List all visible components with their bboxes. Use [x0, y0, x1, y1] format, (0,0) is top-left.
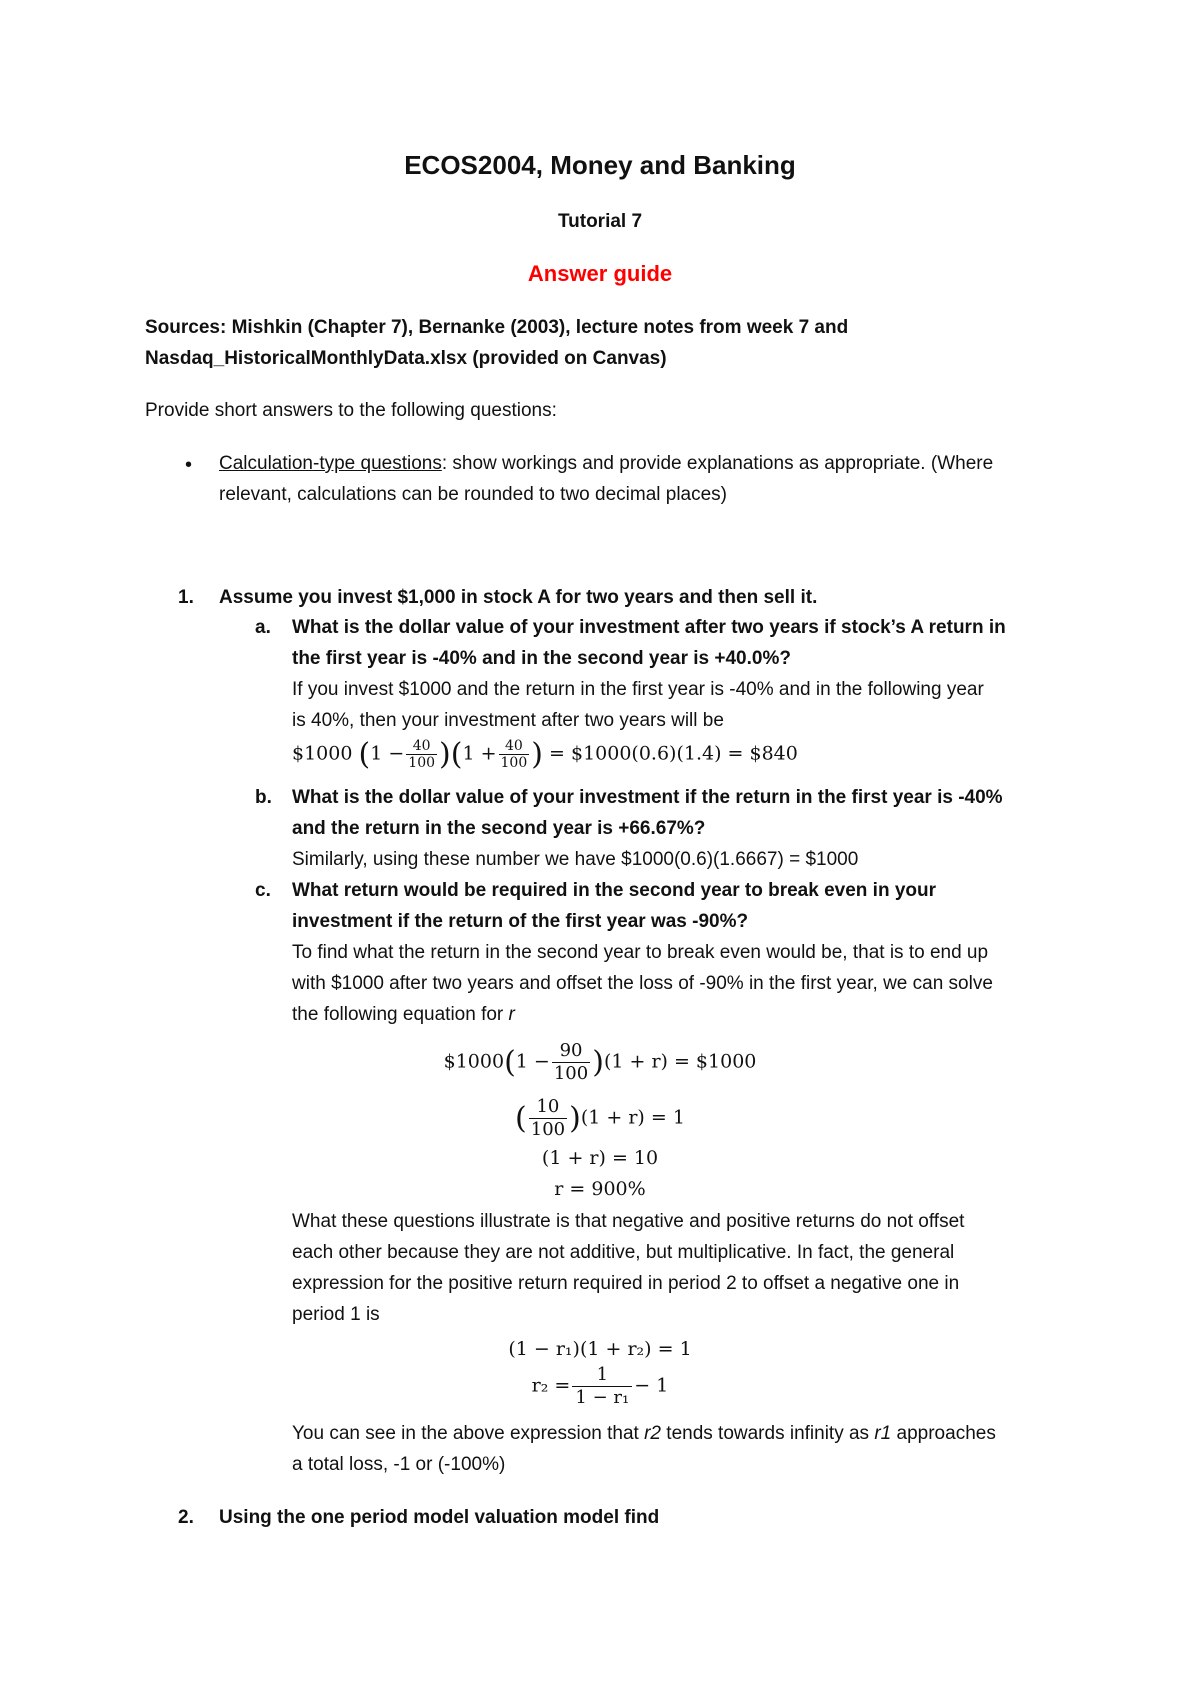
eq-a-fraction-2: $\frac{40}{100}$: [500, 738, 528, 771]
equation-c-6: r₂ = $\frac{1}{\text{1 − r₁}}$ − 1: [531, 1364, 669, 1408]
sources-line-1: Sources: Mishkin (Chapter 7), Bernanke (2003), lecture notes from week 7 and: [145, 317, 849, 338]
intro-text: Provide short answers to the following questions:: [145, 400, 557, 421]
bullet-icon: •: [185, 454, 193, 476]
answer-a-line-2: is 40%, then your investment after two years will be: [292, 710, 724, 731]
bullet-label: Calculation-type questions: [219, 453, 442, 474]
question-1-text: Assume you invest $1,000 in stock A for two years and then sell it.: [219, 587, 818, 608]
variable-r: r: [508, 1004, 515, 1025]
eq-a-fraction-1: $\frac{40}{100}$: [408, 738, 436, 771]
subquestion-a: [292, 612, 1082, 771]
question-2-text: Using the one period model valuation model find: [219, 1507, 660, 1528]
answer-c-line-2: with $1000 after two years and offset the loss of -90% in the first year, we can solve: [292, 973, 993, 994]
final-line-2: a total loss, -1 or (-100%): [292, 1454, 506, 1475]
document-title: ECOS2004, Money and Banking: [404, 150, 796, 180]
subquestion-a-line-2: the first year is -40% and in the second year is +40.0%?: [292, 648, 791, 669]
subquestion-c-letter: c.: [255, 880, 271, 901]
final-line-1: You can see in the above expression that r2 tends towards infinity as r1 approaches: [292, 1423, 996, 1444]
equation-c-4: r = 900%: [554, 1178, 646, 1200]
equation-c-5: (1 − r₁)(1 + r₂) = 1: [508, 1338, 692, 1360]
explanation-line-4: period 1 is: [292, 1304, 380, 1325]
subquestion-b: [292, 782, 1082, 875]
eq-a-start: $1000: [292, 742, 353, 765]
sources-line-2: Nasdaq_HistoricalMonthlyData.xlsx (provided on Canvas): [145, 348, 667, 369]
sources-paragraph: [145, 312, 1105, 374]
subquestion-a-line-1: What is the dollar value of your investment after two years if stock’s A return in: [292, 617, 1006, 638]
subquestion-b-line-2: and the return in the second year is +66.67%?: [292, 818, 706, 839]
eq-a-result: = $1000(0.6)(1.4) = $840: [549, 742, 798, 765]
answer-a-equation: $1000 (1 − $\frac{40}{100}$ )(1 + $\frac{40}{100}$ ) = $1000(0.6)(1.4) = $840: [292, 737, 798, 772]
subquestion-c-line-2: investment if the return of the first year was -90%?: [292, 911, 749, 932]
eq-a-one-plus: 1 +: [462, 742, 497, 765]
equation-c-2: ( $\frac{10}{100}$ )(1 + r) = 1: [515, 1096, 685, 1140]
tutorial-label: Tutorial 7: [557, 211, 643, 232]
bullet-item: [219, 448, 1099, 510]
bullet-text-line-1: : show workings and provide explanations as appropriate. (Where: [441, 453, 994, 474]
explanation-line-3: expression for the positive return required in period 2 to offset a negative one in: [292, 1273, 960, 1294]
question-1-number: 1.: [178, 587, 194, 608]
answer-guide-heading: Answer guide: [527, 261, 673, 286]
eq-a-one-minus: 1 −: [370, 742, 405, 765]
question-2-number: 2.: [178, 1507, 194, 1528]
subquestion-b-letter: b.: [255, 787, 272, 808]
subquestion-c: [292, 875, 1082, 1030]
answer-a-line-1: If you invest $1000 and the return in the first year is -40% and in the following year: [292, 679, 984, 700]
answer-b-line-1: Similarly, using these number we have $1000(0.6)(1.6667) = $1000: [292, 849, 859, 870]
equation-c-3: (1 + r) = 10: [541, 1147, 659, 1169]
final-paragraph: [292, 1418, 1082, 1480]
answer-c-line-1: To find what the return in the second year to break even would be, that is to end up: [292, 942, 989, 963]
equation-c-1: $1000(1 − $\frac{90}{100}$ )(1 + r) = $1000: [443, 1040, 757, 1084]
subquestion-b-line-1: What is the dollar value of your investment if the return in the first year is -40%: [292, 787, 1003, 808]
subquestion-c-line-1: What return would be required in the second year to break even in your: [292, 880, 937, 901]
bullet-text-line-2: relevant, calculations can be rounded to two decimal places): [219, 484, 728, 505]
explanation-line-2: each other because they are not additive, but multiplicative. In fact, the general: [292, 1242, 955, 1263]
answer-c-line-3: the following equation for r: [292, 1004, 515, 1025]
explanation-line-1: What these questions illustrate is that negative and positive returns do not offset: [292, 1211, 965, 1232]
explanation-paragraph: [292, 1206, 1082, 1330]
subquestion-a-letter: a.: [255, 617, 271, 638]
